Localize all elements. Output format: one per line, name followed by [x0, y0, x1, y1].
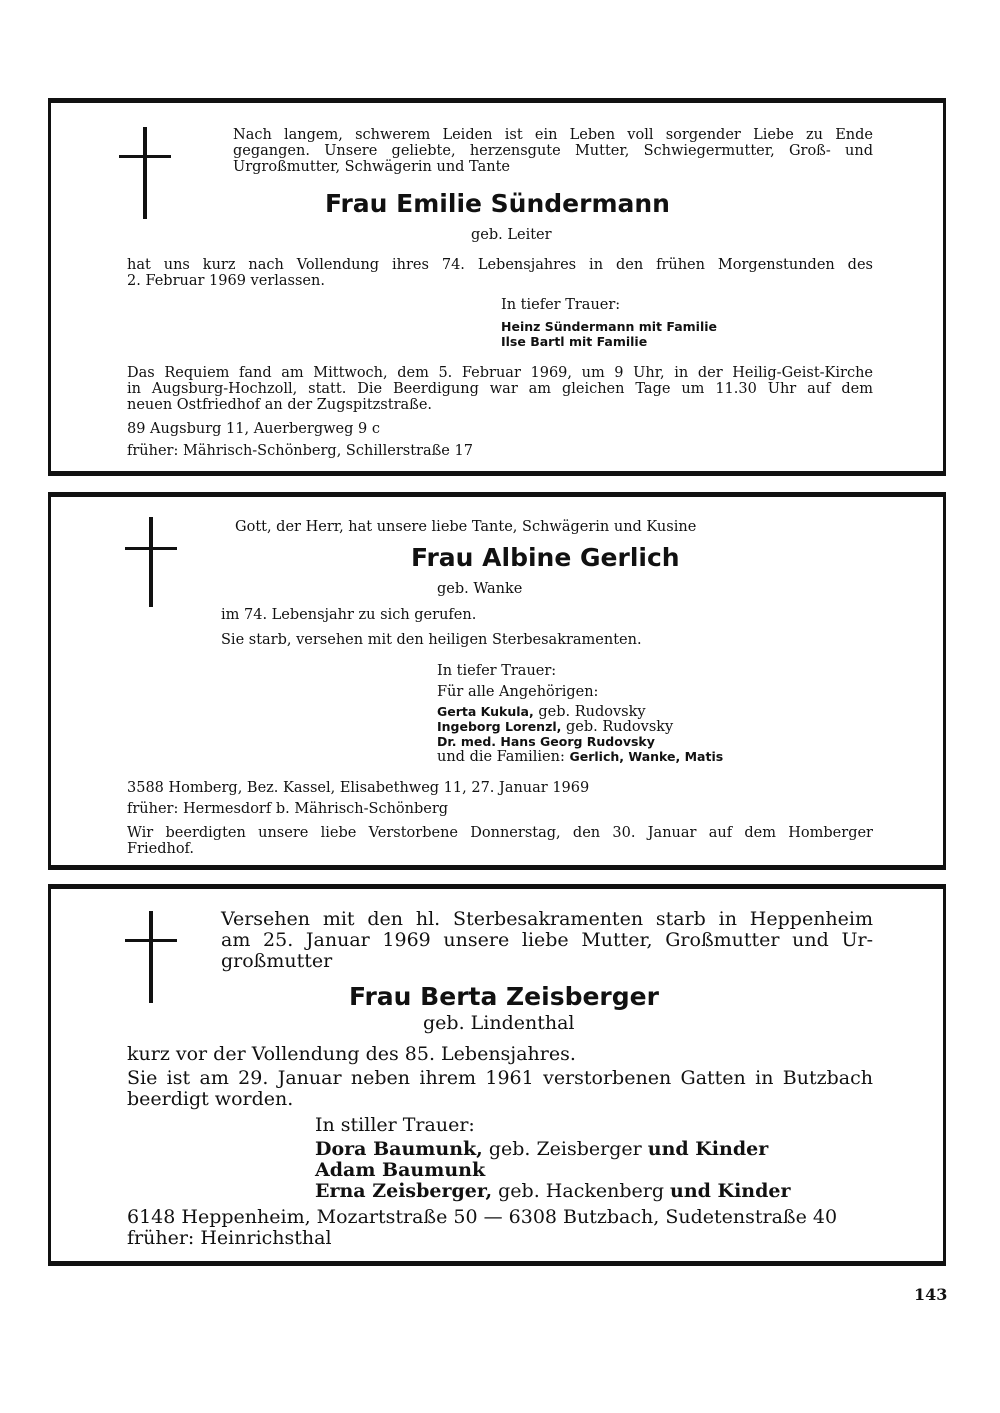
notice-intro-line-2: gegangen. Unsere geliebte, herzensgute Mutter, Schwiegermutter, Groß- und — [233, 143, 873, 159]
deceased-name: Frau Albine Gerlich — [411, 543, 680, 572]
former-address: früher: Hermesdorf b. Mährisch-Schönberg — [127, 801, 449, 817]
mourner-2 — [437, 719, 673, 735]
mourner-3 — [315, 1181, 791, 1202]
cross-icon — [125, 517, 177, 607]
requiem-line-1: Das Requiem fand am Mittwoch, dem 5. Februar 1969, um 9 Uhr, in der Heilig-Geist-Kirche — [127, 365, 873, 381]
birth-name: geb. Wanke — [437, 581, 523, 597]
families-line — [437, 749, 723, 765]
address: 3588 Homberg, Bez. Kassel, Elisabethweg 11, 27. Januar 1969 — [127, 780, 590, 796]
notice-intro-line-1: Versehen mit den hl. Sterbesakramenten starb in Heppenheim — [221, 908, 873, 930]
notice-body-line-2: 2. Februar 1969 verlassen. — [127, 273, 325, 289]
notice-intro-line-3: großmutter — [221, 950, 333, 972]
obituary-notice-3 — [48, 884, 946, 1266]
mourner-1: Heinz Sündermann mit Familie — [501, 319, 717, 334]
notice-intro-line-3: Urgroßmutter, Schwägerin und Tante — [233, 159, 510, 175]
page-number: 143 — [914, 1285, 948, 1304]
birth-name: geb. Lindenthal — [423, 1012, 575, 1034]
requiem-line-2: in Augsburg-Hochzoll, statt. Die Beerdigung war am gleichen Tage um 11.30 Uhr auf dem — [127, 381, 873, 397]
notice-body-line-2: Sie ist am 29. Januar neben ihrem 1961 verstorbenen Gatten in Butzbach — [127, 1067, 873, 1089]
mourning-label: In tiefer Trauer: — [501, 297, 621, 313]
mourner-2 — [315, 1160, 485, 1181]
mourner-3-tail: und Kinder — [670, 1180, 791, 1202]
cross-icon — [119, 127, 171, 219]
burial-line-2: Friedhof. — [127, 841, 195, 857]
mourner-2-birth: geb. Rudovsky — [561, 719, 674, 735]
mourner-3-birth: geb. Hackenberg — [492, 1180, 671, 1202]
mourner-1-birth: geb. Zeisberger — [482, 1138, 648, 1160]
mourner-1-birth: geb. Rudovsky — [533, 704, 646, 720]
former-address: früher: Heinrichsthal — [127, 1227, 332, 1249]
burial-line-1: Wir beerdigten unsere liebe Verstorbene Donnerstag, den 30. Januar auf dem Homberger — [127, 825, 873, 841]
deceased-name: Frau Emilie Sündermann — [325, 189, 670, 218]
cross-icon — [125, 911, 177, 1003]
mourner-1-tail: und Kinder — [647, 1138, 769, 1160]
birth-name: geb. Leiter — [471, 227, 552, 243]
requiem-line-3: neuen Ostfriedhof an der Zugspitzstraße. — [127, 397, 433, 413]
deceased-name: Frau Berta Zeisberger — [349, 982, 659, 1011]
obituary-notice-2 — [48, 492, 946, 870]
notice-intro-line-1: Nach langem, schwerem Leiden ist ein Leben voll sorgender Liebe zu Ende — [233, 127, 873, 143]
notice-body-line-3: beerdigt worden. — [127, 1088, 294, 1110]
mourning-label: In stiller Trauer: — [315, 1114, 475, 1136]
mourner-1 — [315, 1139, 768, 1160]
mourner-3 — [437, 734, 655, 750]
notice-body-line-1: hat uns kurz nach Vollendung ihres 74. Lebensjahres in den frühen Morgenstunden des — [127, 257, 873, 273]
mourner-1-name: Gerta Kukula, — [437, 704, 534, 719]
mourner-3-name: Dr. med. Hans Georg Rudovsky — [437, 734, 655, 749]
notice-intro-line-2: am 25. Januar 1969 unsere liebe Mutter, Großmutter und Ur- — [221, 929, 873, 951]
notice-intro: Gott, der Herr, hat unsere liebe Tante, Schwägerin und Kusine — [235, 519, 697, 535]
mourner-2-name: Adam Baumunk — [315, 1159, 486, 1181]
notice-body-line-1: kurz vor der Vollendung des 85. Lebensjahres. — [127, 1043, 576, 1065]
mourner-1-name: Dora Baumunk, — [315, 1138, 483, 1160]
family-label: Für alle Angehörigen: — [437, 684, 599, 700]
former-address: früher: Mährisch-Schönberg, Schillerstraße 17 — [127, 443, 473, 459]
mourner-3-name: Erna Zeisberger, — [315, 1180, 493, 1202]
notice-body-line-2: Sie starb, versehen mit den heiligen Sterbesakramenten. — [221, 632, 642, 648]
obituary-notice-1 — [48, 98, 946, 476]
families-prefix: und die Familien: — [437, 749, 570, 765]
mourner-1 — [437, 704, 646, 720]
families-names: Gerlich, Wanke, Matis — [569, 749, 724, 764]
mourner-2: Ilse Bartl mit Familie — [501, 334, 648, 349]
mourner-2-name: Ingeborg Lorenzl, — [437, 719, 562, 734]
notice-body-line-1: im 74. Lebensjahr zu sich gerufen. — [221, 607, 477, 623]
mourning-label: In tiefer Trauer: — [437, 663, 557, 679]
address: 6148 Heppenheim, Mozartstraße 50 — 6308 Butzbach, Sudetenstraße 40 — [127, 1206, 838, 1228]
address: 89 Augsburg 11, Auerbergweg 9 c — [127, 421, 380, 437]
